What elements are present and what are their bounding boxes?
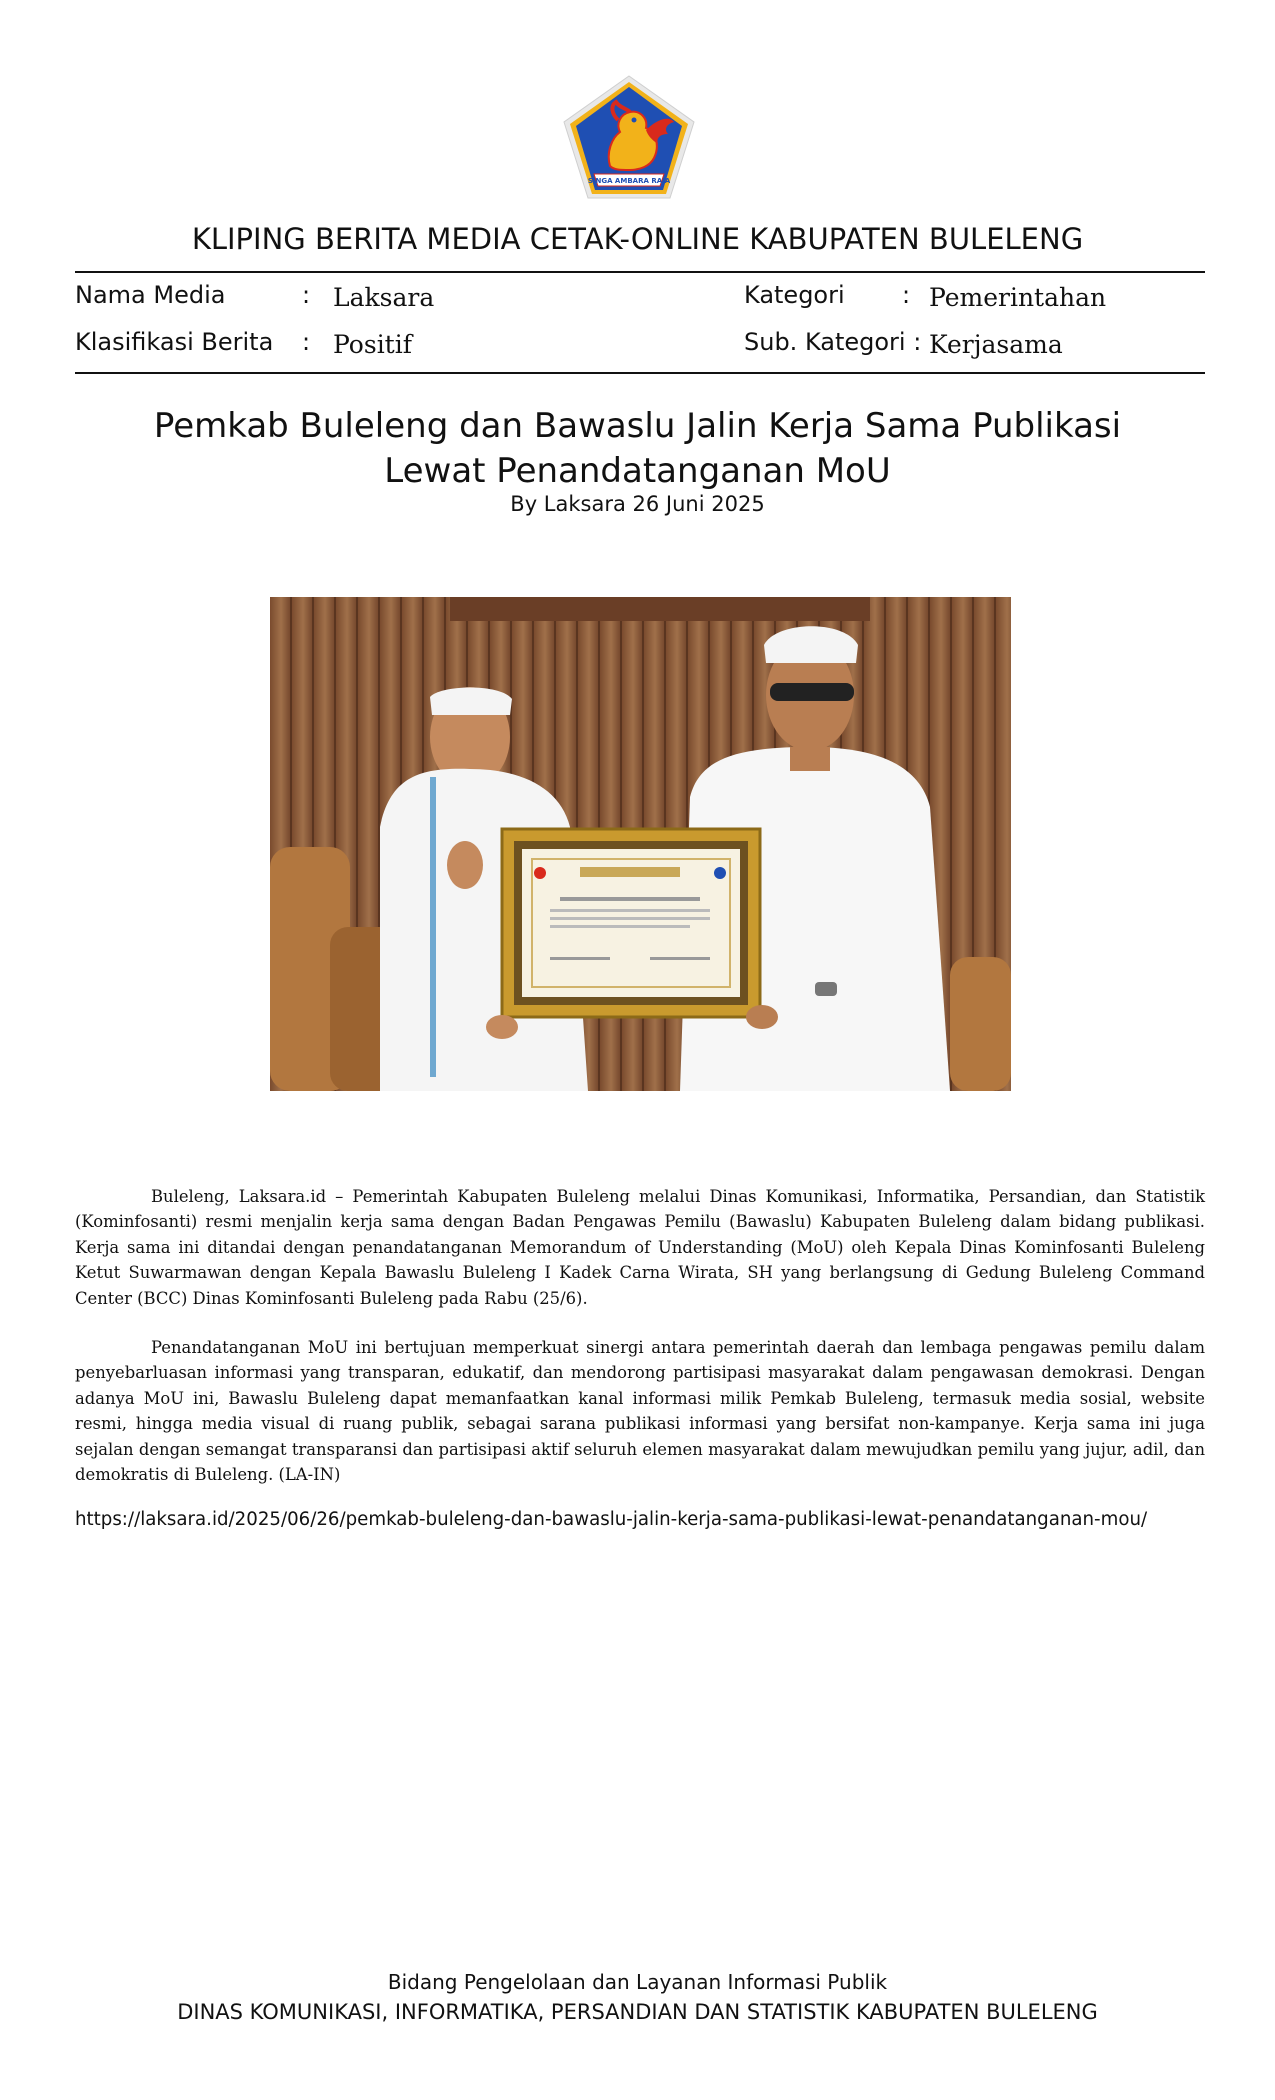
kategori-label: Kategori [744, 281, 845, 309]
kategori-value: Pemerintahan [929, 283, 1107, 312]
header-bottom-rule [75, 372, 1205, 374]
nama-media-value: Laksara [333, 283, 435, 312]
kategori-colon: : [902, 281, 911, 309]
footer-department: Bidang Pengelolaan dan Layanan Informasi Publik [387, 1970, 888, 1994]
article-title: Pemkab Buleleng dan Bawaslu Jalin Kerja Sama Publikasi Lewat Penandatanganan MoU [153, 406, 1122, 491]
article-paragraph-2-text: Penandatanganan MoU ini bertujuan memperkuat sinergi antara pemerintah daerah dan lembaga pengawas pemilu dalam penyebarluasan informasi yang transparan, edukatif, dan mendorong partisipasi masyarakat dalam pengawasan demokrasi. Dengan adanya MoU ini, Bawaslu Buleleng dapat memanfaatkan kanal informasi milik Pemkab Buleleng, termasuk media sosial, website resmi, hingga media visual di ruang publik, sebagai sarana publikasi informasi yang bersifat non-kampanye. Kerja sama ini juga sejalan dengan semangat transparansi dan partisipasi aktif seluruh elemen masyarakat dalam mewujudkan pemilu yang jujur, adil, dan demokratis di Buleleng. (LA-IN) [75, 1338, 1205, 1485]
article-paragraph-1-text: Buleleng, Laksara.id – Pemerintah Kabupaten Buleleng melalui Dinas Komunikasi, Informatika, Persandian, dan Statistik (Kominfosanti) resmi menjalin kerja sama dengan Badan Pengawas Pemilu (Bawaslu) Kabupaten Buleleng dalam bidang publikasi. Kerja sama ini ditandai dengan penandatanganan Memorandum of Understanding (MoU) oleh Kepala Dinas Kominfosanti Buleleng Ketut Suwarmawan dengan Kepala Bawaslu Buleleng I Kadek Carna Wirata, SH yang berlangsung di Gedung Buleleng Command Center (BCC) Dinas Kominfosanti Buleleng pada Rabu (25/6). [75, 1187, 1205, 1308]
nama-media-label: Nama Media [75, 281, 226, 309]
sub-kategori-value: Kerjasama [929, 330, 1063, 359]
klasifikasi-berita-label: Klasifikasi Berita [75, 328, 274, 356]
sub-kategori-label: Sub. Kategori : [744, 328, 922, 356]
article-photo [270, 597, 1011, 1091]
article-byline: By Laksara 26 Juni 2025 [510, 492, 765, 516]
nama-media-colon: : [302, 281, 311, 309]
clipping-header-title: KLIPING BERITA MEDIA CETAK-ONLINE KABUPATEN BULELENG [191, 222, 1084, 256]
article-paragraph-1 [75, 1184, 1205, 1311]
klasifikasi-berita-value: Positif [333, 330, 412, 359]
footer-agency: DINAS KOMUNIKASI, INFORMATIKA, PERSANDIAN DAN STATISTIK KABUPATEN BULELENG [177, 2000, 1098, 2024]
buleleng-emblem-logo [560, 74, 698, 202]
source-url-link[interactable]: https://laksara.id/2025/06/26/pemkab-buleleng-dan-bawaslu-jalin-kerja-sama-publikasi-lewat-penandatanganan-mou/ [75, 1509, 1148, 1530]
header-top-rule [75, 271, 1205, 273]
klasifikasi-berita-colon: : [302, 328, 311, 356]
article-paragraph-2 [75, 1335, 1205, 1487]
emblem-motto: SINGA AMBARA RAJA [587, 177, 671, 185]
